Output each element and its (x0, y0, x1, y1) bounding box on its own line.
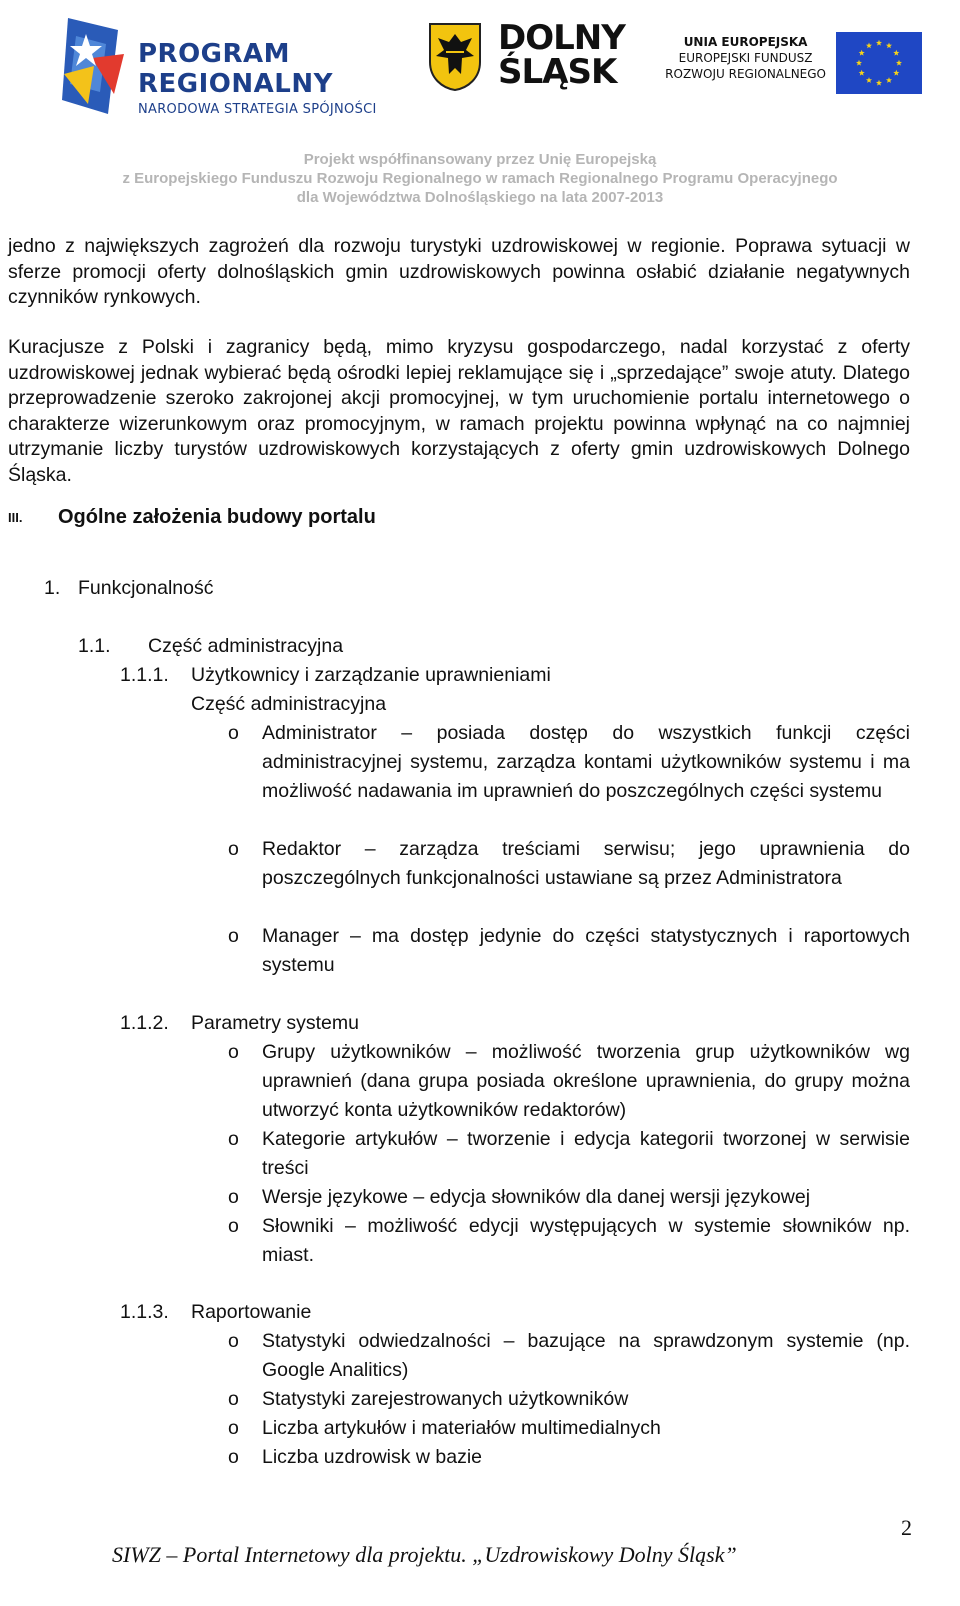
bullet-icon: o (228, 1330, 239, 1352)
eu-logo-line2: EUROPEJSKI FUNDUSZ (678, 51, 813, 65)
section-heading-iii (8, 506, 910, 532)
eu-logo-line3: ROZWOJU REGIONALNEGO (665, 67, 826, 81)
bullet-icon: o (228, 838, 239, 860)
bullet-icon: o (228, 1388, 239, 1410)
subsection-1-1-1 (120, 663, 551, 689)
program-regionalny-emblem-icon (58, 14, 130, 118)
list-item-text: Administrator – posiada dostęp do wszystkich funkcji części administracyjnej systemu, zarządza kontami użytkowników systemu i ma możliwość nadawania im uprawnień do poszczególnych części systemu (262, 722, 910, 802)
list-item-text: Grupy użytkowników – możliwość tworzenia grup użytkowników wg uprawnień (dana grupa posiada określone uprawnienia, do grupy można utworzyć konta użytkowników redaktorów) (262, 1041, 910, 1121)
subsection-1-1-title: Część administracyjna (148, 635, 344, 657)
eu-flag-icon (836, 32, 922, 94)
subsection-1-number: 1. (44, 577, 61, 599)
subsection-1-title: Funkcjonalność (78, 577, 214, 599)
list-item-text: Kategorie artykułów – tworzenie i edycja kategorii tworzonej w serwisie treści (262, 1128, 910, 1179)
header-logos (0, 0, 960, 150)
subsection-1-1-3-title: Raportowanie (191, 1301, 312, 1323)
project-note-line1: Projekt współfinansowany przez Unię Europejską (303, 151, 657, 168)
section-title: Ogólne założenia budowy portalu (58, 506, 376, 528)
list-item-text: Liczba uzdrowisk w bazie (262, 1446, 483, 1468)
subsection-1-1-3-number: 1.1.3. (120, 1301, 169, 1323)
project-note-line3: dla Województwa Dolnośląskiego na lata 2007-2013 (296, 189, 664, 206)
subsection-1 (44, 576, 214, 602)
subsection-1-1-number: 1.1. (78, 635, 111, 657)
list-item-text: Statystyki odwiedzalności – bazujące na sprawdzonym systemie (np. Google Analitics) (262, 1330, 910, 1381)
bullet-icon: o (228, 1446, 239, 1468)
subsection-1-1-1-number: 1.1.1. (120, 664, 169, 686)
list-item-text: Manager – ma dostęp jedynie do części statystycznych i raportowych systemu (262, 925, 910, 976)
list-item-text: Wersje językowe – edycja słowników dla danej wersji językowej (262, 1186, 811, 1208)
program-regionalny-logo (58, 10, 377, 120)
bullet-icon: o (228, 1215, 239, 1237)
project-note-line2: z Europejskiego Funduszu Rozwoju Regionalnego w ramach Regionalnego Programu Operacyjnego (122, 170, 838, 187)
bullet-icon: o (228, 1041, 239, 1063)
list-item-text: Statystyki zarejestrowanych użytkowników (262, 1388, 629, 1410)
subsection-1-1-1-subtitle: Część administracyjna (191, 693, 387, 715)
region-logo-line2: ŚLĄSK (498, 52, 617, 92)
eu-logo-text (665, 34, 826, 82)
section-number: III. (8, 510, 23, 525)
program-logo-line2: REGIONALNY (138, 69, 333, 99)
list-item-text: Redaktor – zarządza treściami serwisu; jego uprawnienia do poszczególnych funkcjonalności ustawiane są przez Administratora (262, 838, 910, 889)
eu-logo (665, 30, 938, 100)
region-logo-line1: DOLNY (498, 18, 625, 58)
bullet-icon: o (228, 1128, 239, 1150)
subsection-1-1-3 (120, 1300, 312, 1326)
bullet-icon: o (228, 925, 239, 947)
subsection-1-1-2 (120, 1011, 359, 1037)
subsection-1-1-2-title: Parametry systemu (191, 1012, 359, 1034)
eu-logo-line1: UNIA EUROPEJSKA (683, 35, 808, 49)
list-item-text: Słowniki – możliwość edycji występujących w systemie słowników np. miast. (262, 1215, 910, 1266)
dolny-slask-logo (428, 18, 628, 102)
page-number: 2 (901, 1515, 912, 1540)
eagle-shield-icon (428, 22, 482, 92)
paragraph-1: jedno z największych zagrożeń dla rozwoju turystyki uzdrowiskowej w regionie. Poprawa sytuacji w sferze promocji oferty dolnośląskich gmin uzdrowiskowych powinna osłabić działanie negatywnych czynników rynkowych. (8, 235, 910, 308)
subsection-1-1 (78, 634, 344, 660)
page-footer: SIWZ – Portal Internetowy dla projektu. „Uzdrowiskowy Dolny Śląsk” (112, 1542, 737, 1567)
bullet-icon: o (228, 1186, 239, 1208)
list-item-text: Liczba artykułów i materiałów multimedialnych (262, 1417, 661, 1439)
program-logo-line1: PROGRAM (138, 39, 291, 69)
bullet-icon: o (228, 722, 239, 744)
project-cofinancing-note (0, 150, 960, 207)
paragraph-2: Kuracjusze z Polski i zagranicy będą, mimo kryzysu gospodarczego, nadal korzystać z oferty uzdrowiskowej jednak wybierać będą ośrodki lepiej reklamujące się i „sprzedające” swoje atuty. Dlatego przeprowadzenie szeroko zakrojonej akcji promocyjnej, w tym uruchomienie portalu internetowego o charakterze wizerunkowym oraz promocyjnym, w ramach projektu powinna wpłynąć na co najmniej utrzymanie liczby turystów uzdrowiskowych korzystających z oferty gmin uzdrowiskowych Dolnego Śląska. (8, 336, 910, 486)
program-logo-line3: NARODOWA STRATEGIA SPÓJNOŚCI (138, 102, 377, 117)
subsection-1-1-1-title: Użytkownicy i zarządzanie uprawnieniami (191, 664, 551, 686)
subsection-1-1-2-number: 1.1.2. (120, 1012, 169, 1034)
bullet-icon: o (228, 1417, 239, 1439)
